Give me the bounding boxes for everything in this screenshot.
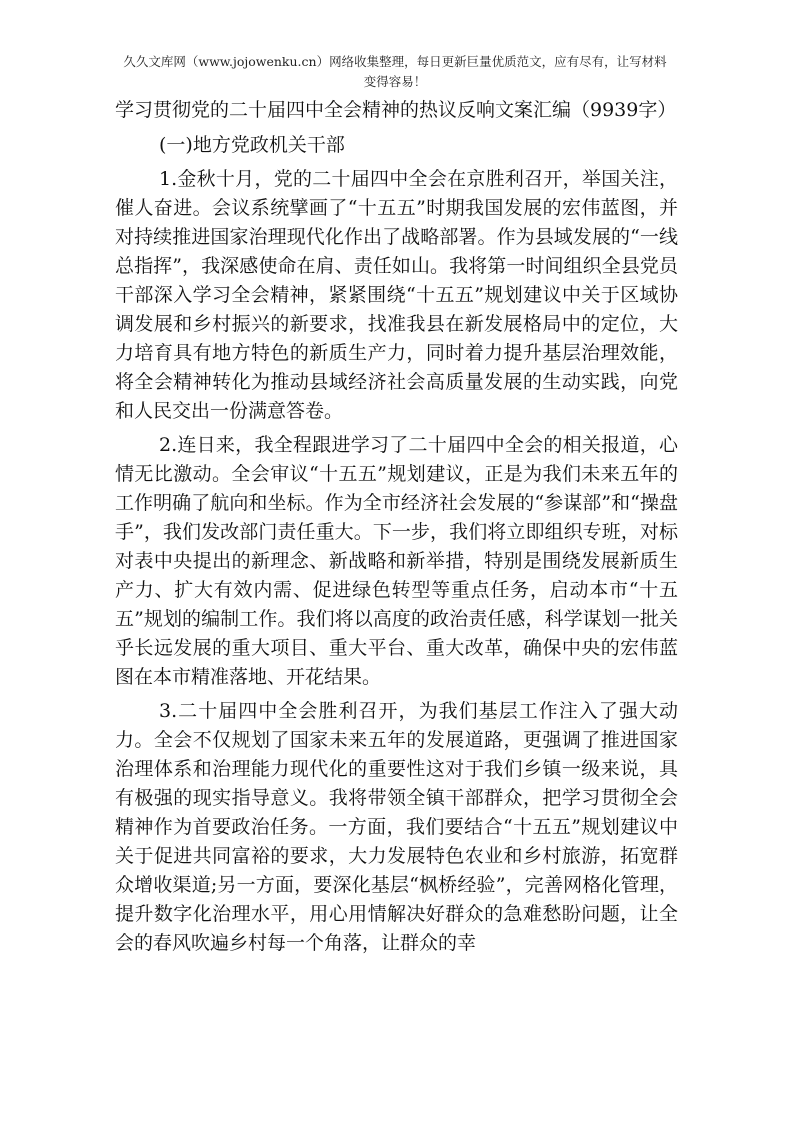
paragraph-1: 1.金秋十月，党的二十届四中全会在京胜利召开，举国关注，催人奋进。会议系统擘画了“十五五”时期我国发展的宏伟蓝图，并对持续推进国家治理现代化作出了战略部署。作为县域发展的“一线总指挥”，我深感使命在肩、责任如山。我将第一时间组织全县党员干部深入学习全会精神，紧紧围绕“十五五”规划建议中关于区域协调发展和乡村振兴的新要求，找准我县在新发展格局中的定位，大力培育具有地方特色的新质生产力，同时着力提升基层治理效能，将全会精神转化为推动县域经济社会高质量发展的生动实践，向党和人民交出一份满意答卷。 [115, 168, 678, 422]
document-body [115, 96, 678, 958]
section-heading: (一)地方党政机关干部 [159, 134, 345, 156]
page-header [110, 52, 680, 92]
paragraph-2: 2.连日来，我全程跟进学习了二十届四中全会的相关报道，心情无比激动。全会审议“十五五”规划建议，正是为我们未来五年的工作明确了航向和坐标。作为全市经济社会发展的“参谋部”和“操盘手”，我们发改部门责任重大。下一步，我们将立即组织专班，对标对表中央提出的新理念、新战略和新举措，特别是围绕发展新质生产力、扩大有效内需、促进绿色转型等重点任务，启动本市“十五五”规划的编制工作。我们将以高度的政治责任感，科学谋划一批关乎长远发展的重大项目、重大平台、重大改革，确保中央的宏伟蓝图在本市精准落地、开花结果。 [115, 434, 678, 688]
document-title: 学习贯彻党的二十届四中全会精神的热议反响文案汇编（9939字） [115, 99, 677, 121]
paragraph-3: 3.二十届四中全会胜利召开，为我们基层工作注入了强大动力。全会不仅规划了国家未来五年的发展道路，更强调了推进国家治理体系和治理能力现代化的重要性这对于我们乡镇一级来说，具有极强的现实指导意义。我将带领全镇干部群众，把学习贯彻全会精神作为首要政治任务。一方面，我们要结合“十五五”规划建议中关于促进共同富裕的要求，大力发展特色农业和乡村旅游，拓宽群众增收渠道;另一方面，要深化基层“枫桥经验”，完善网格化管理，提升数字化治理水平，用心用情解决好群众的急难愁盼问题，让全会的春风吹遍乡村每一个角落，让群众的幸 [115, 700, 678, 954]
header-line-2: 变得容易！ [363, 74, 427, 89]
header-line-1: 久久文库网（www.jojowenku.cn）网络收集整理，每日更新巨量优质范文，应有尽有，让写材料 [123, 54, 667, 69]
